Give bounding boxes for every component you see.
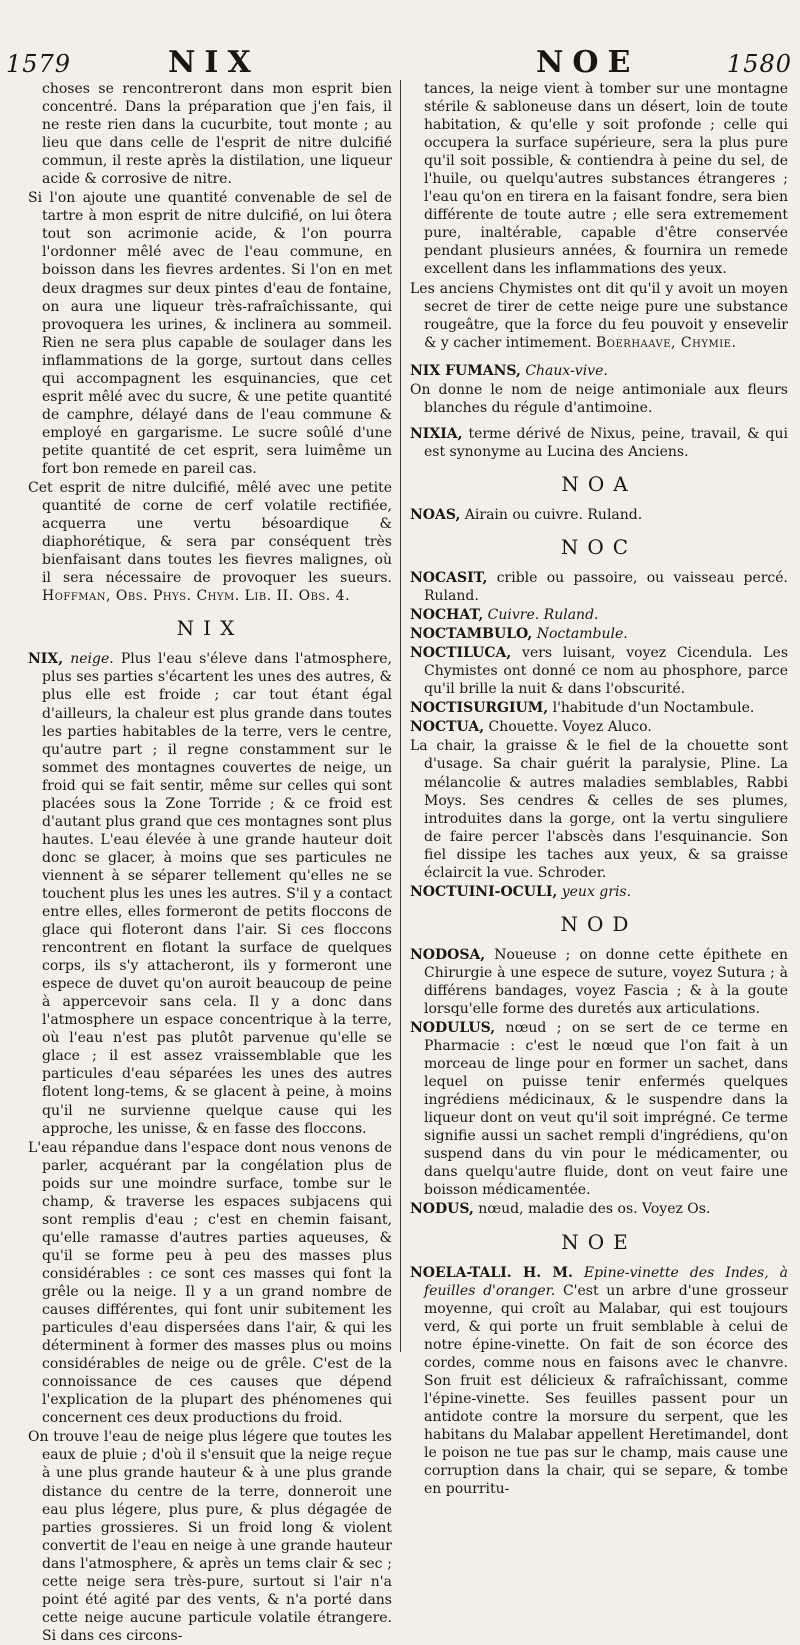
entry-text-noas: Airain ou cuivre. Ruland. bbox=[464, 506, 643, 523]
entry-nixia bbox=[410, 425, 788, 461]
right-paragraph-1: tances, la neige vient à tomber sur une montagne stérile & sabloneuse dans un désert, loin de toute habitation, & qu'elle y soit profonde ; celle qui occupera la surface supérieure, sera la plus pure qu'il soit possible, & contiendra à peine du sel, de l'huile, ou quelqu'autres substances étrangeres ; l'eau qu'on en tirera en la faisant fondre, sera bien différente de toute autre ; elle sera extremement pure, inaltérable, capable d'être conservée pendant plusieurs années, & fournira un remede excellent dans les inflammations des yeux. bbox=[424, 81, 788, 278]
section-heading-nod: NOD bbox=[560, 911, 638, 936]
entry-nodulus bbox=[410, 1019, 788, 1199]
entry-text-noctambulo: Noctambule. bbox=[536, 626, 628, 643]
page-number-right: 1580 bbox=[726, 50, 792, 78]
left-paragraph-3 bbox=[28, 479, 392, 605]
entry-nodosa bbox=[410, 946, 788, 1018]
running-header-right: NOE bbox=[536, 45, 640, 80]
entry-text-noctisurgium: l'habitude d'un Noctambule. bbox=[552, 700, 755, 717]
right-paragraph-2 bbox=[410, 280, 788, 352]
right-column bbox=[410, 80, 789, 1498]
entry-noctisurgium bbox=[410, 699, 788, 717]
entry-term-nodulus: NODULUS, bbox=[410, 1020, 496, 1037]
entry-text-nixia: terme dérivé de Nixus, peine, travail, & qui est synonyme au Lucina des Anciens. bbox=[424, 425, 788, 460]
entry-nodus bbox=[410, 1200, 788, 1218]
entry-text-noctuini-oculi: yeux gris. bbox=[561, 883, 632, 900]
entry-text-nodulus: nœud ; on se sert de ce terme en Pharmacie : c'est le nœud que l'on fait à un morceau de linge pour en former un sachet, dans lequel on puisse tenir enfermés quelques ingrédiens médicinaux, & le suspendre dans la liqueur dont on veut qu'il soit imprégné. Ce terme signifie aussi un sachet rempli d'ingrédiens, qu'on suspend dans du vin pour le médicamenter, ou dans quelqu'autre fluide, dont on veut faire une boisson médicamentée. bbox=[424, 1020, 788, 1199]
section-heading-noc: NOC bbox=[560, 534, 638, 559]
entry-term-nocasit: NOCASIT, bbox=[410, 569, 488, 586]
entry-noctuini-oculi bbox=[410, 883, 788, 901]
entry-term-noctiluca: NOCTILUCA, bbox=[410, 645, 512, 662]
entry-nochat bbox=[410, 606, 788, 624]
entry-noctua bbox=[410, 718, 788, 736]
entry-text-nodosa: Noueuse ; on donne cette épithete en Chirurgie à une espece de suture, voyez Sutura ; à différens bandages, voyez Fascia ; & à la goute lorsqu'elle forme des duretés aux articulations. bbox=[424, 946, 788, 1017]
entry-noctiluca bbox=[410, 644, 788, 698]
page-number-left: 1579 bbox=[6, 50, 72, 78]
left-paragraph-6: On trouve l'eau de neige plus légere que toutes les eaux de pluie ; d'où il s'ensuit que la neige reçue à une plus grande hauteur & à une plus grande distance du centre de la terre, donneroit une eau plus légere, plus pure, & plus dégagée de parties grossieres. Si un froid long & violent convertit de l'eau en neige à une grande hauteur dans l'atmosphere, & après un tems clair & sec ; cette neige sera très-pure, surtout si l'air n'a point été agité par des vents, & n'a porté dans cette neige aucune particule volatile étrangere. Si dans ces circons- bbox=[28, 1429, 392, 1644]
entry-nix bbox=[28, 650, 392, 1137]
entry-text-nochat: Cuivre. Ruland. bbox=[487, 607, 599, 624]
entry-gloss-noela-tali: Epine-vinette des Indes, à feuilles d'oranger. bbox=[424, 1264, 788, 1299]
entry-term-noctambulo: NOCTAMBULO, bbox=[410, 626, 533, 643]
entry-noas bbox=[410, 506, 788, 524]
right-paragraph-2-text: Les anciens Chymistes ont dit qu'il y avoit un moyen secret de tirer de cette neige pure une substance rougeâtre, que la force du feu pouvoit y ensevelir & y cacher intimement. bbox=[410, 280, 788, 351]
entry-term-nodosa: NODOSA, bbox=[410, 946, 486, 963]
entry-gloss-nix: neige. bbox=[70, 651, 114, 668]
entry-term-noctua: NOCTUA, bbox=[410, 719, 485, 736]
left-paragraph-3-text: Cet esprit de nitre dulcifié, mêlé avec une petite quantité de corne de cerf volatile rectifiée, acquerra une vertu bésoardique & diaphorétique, & sera par conséquent très bienfaisant dans toutes les fievres malignes, où il sera nécessaire de provoquer les sueurs. bbox=[28, 480, 392, 587]
entry-gloss-nix-fumans: Chaux-vive. bbox=[525, 362, 608, 379]
entry-noctua-body: La chair, la graisse & le fiel de la chouette sont d'usage. Sa chair guérit la paralysie, Pline. La mélancolie & autres maladies semblables, Rabbi Moys. Ses cendres & celles de ses plumes, introduites dans la gorge, ont la vertu singuliere de faire percer l'abscès dans l'esquinancie. Son fiel dissipe les taches aux yeux, & sa graisse éclaircit la vue. Schroder. bbox=[410, 738, 788, 881]
left-paragraph-5: L'eau répandue dans l'espace dont nous venons de parler, acquérant par la congélation plus de poids sur une moindre surface, tombe sur le champ, & traverse les espaces subjacens qui sont remplis d'eau ; c'est en chemin faisant, qu'elle ramasse d'autres parties aqueuses, & qu'il se forme peu à peu des masses plus considérables : ce sont ces masses qui font la grêle ou la neige. Il y a un grand nombre de causes différentes, qui font unir subitement les particules d'eau dispersées dans l'air, & qui les déterminent à former des masses plus ou moins considérables de neige ou de grêle. C'est de la connoissance de ces causes que dépend l'explication de la plupart des phénomenes qui concernent ces deux productions du froid. bbox=[28, 1139, 392, 1427]
entry-text-nix-fumans: On donne le nom de neige antimoniale aux fleurs blanches du régule d'antimoine. bbox=[410, 381, 788, 416]
entry-term-noela-tali: NOELA-TALI. H. M. bbox=[410, 1264, 573, 1281]
entry-text-noela-tali: C'est un arbre d'une grosseur moyenne, qui croît au Malabar, qui est toujours verd, & qui porte un fruit semblable à celui de notre épine-vinette. On fait de son écorce des cordes, comme nous en faisons avec le chanvre. Son fruit est délicieux & rafraîchissant, comme l'épine-vinette. Ses feuilles passent pour un antidote contre la morsure du serpent, que les habitans du Malabar appellent Heretimandel, dont le poison ne tue pas sur le champ, mais cause une corruption dans la chair, qui se separe, & tombe en pourritu- bbox=[424, 1282, 789, 1498]
entry-term-noas: NOAS, bbox=[410, 506, 461, 523]
citation-hoffman: Hoffman, Obs. Phys. Chym. Lib. II. Obs. 4. bbox=[42, 588, 351, 605]
entry-noctambulo bbox=[410, 625, 788, 643]
entry-text-noctiluca: vers luisant, voyez Cicendula. Les Chymistes ont donné ce nom au phosphore, parce qu'il brille la nuit & dans l'obscurité. bbox=[424, 645, 788, 698]
entry-text-noctua: Chouette. Voyez Aluco. bbox=[488, 719, 652, 736]
entry-term-nix: NIX, bbox=[28, 651, 64, 668]
entry-nocasit bbox=[410, 569, 788, 605]
entry-text-nocasit: crible ou passoire, ou vaisseau percé. Ruland. bbox=[424, 569, 788, 605]
left-paragraph-2: Si l'on ajoute une quantité convenable de sel de tartre à mon esprit de nitre dulcifié, on lui ôtera tout son acrimonie acide, & l'on pourra l'ordonner mêlé avec de l'eau commune, en boisson dans les fievres ardentes. Si l'on en met deux dragmes sur deux pintes d'eau de fontaine, on aura une liqueur très-rafraîchissante, qui provoquera les urines, & inclinera au sommeil. Rien ne sera plus capable de soulager dans les inflammations de la gorge, surtout dans celles qui accompagnent les esquinancies, que cet esprit mêlé avec du sucre, & une petite quantité de camphre, délayé dans de l'eau commune & employé en gargarisme. Le sucre soûlé d'une petite quantité de cet esprit, sera luimême un fort bon remede en pareil cas. bbox=[28, 190, 392, 477]
entry-nix-fumans bbox=[410, 362, 788, 380]
entry-term-noctuini-oculi: NOCTUINI-OCULI, bbox=[410, 883, 558, 900]
section-heading-noa: NOA bbox=[561, 471, 637, 496]
entry-text-nodus: nœud, maladie des os. Voyez Os. bbox=[478, 1201, 711, 1218]
column-divider bbox=[400, 80, 401, 1352]
citation-boerhaave: Boerhaave, Chymie. bbox=[596, 334, 737, 351]
entry-noela-tali bbox=[410, 1264, 788, 1499]
entry-term-nochat: NOCHAT, bbox=[410, 607, 484, 624]
entry-term-noctisurgium: NOCTISURGIUM, bbox=[410, 700, 549, 717]
left-paragraph-1: choses se rencontreront dans mon esprit bien concentré. Dans la préparation que j'en fais, il ne reste rien dans la cucurbite, tout monte ; au lieu que dans celle de l'esprit de nitre dulcifié commun, il reste après la distilation, une liqueur acide & corrosive de nitre. bbox=[42, 81, 392, 188]
entry-term-nix-fumans: NIX FUMANS, bbox=[410, 362, 521, 379]
running-header-left: NIX bbox=[168, 45, 260, 80]
entry-text-nix: Plus l'eau s'éleve dans l'atmosphere, plus ses parties s'écartent les unes des autres, & plus elle est froide ; car tout étant égal d'ailleurs, la chaleur est plus grande dans toutes les parties habitables de la terre, vers le centre, qu'autre part ; il regne constamment sur le sommet des montagnes couvertes de neige, un froid qui se fait sentir, même sur celles qui sont placées sous la Zone Torride ; & ce froid est d'autant plus grand que ces montagnes sont plus hautes. L'eau élevée à une grande hauteur doit donc se glacer, à moins que ses particules ne viennent à se séparer tellement qu'elles ne se touchent plus les unes les autres. S'il y a contact entre elles, elles formeront de petits floccons de glace qui floteront dans l'air. Si ces floccons rencontrent en flotant la surface de quelques corps, ils s'y attacheront, ils y formeront une espece de duvet qu'on auroit beaucoup de peine à appercevoir sans cela. Il y a donc dans l'atmosphere un espace concentrique à la terre, où l'eau n'est pas plutôt parvenue qu'elle se glace ; il est assez vraissemblable que les particules d'eau séparées les unes des autres flotent long-tems, & se glacent à peine, à moins qu'il ne survienne quelque cause qui les approche, les unisse, & en fasse des floccons. bbox=[42, 651, 393, 1137]
entry-term-nixia: NIXIA, bbox=[410, 425, 463, 442]
entry-term-nodus: NODUS, bbox=[410, 1201, 474, 1218]
section-heading-noe: NOE bbox=[561, 1229, 637, 1254]
left-column bbox=[28, 80, 393, 1644]
section-heading-nix: NIX bbox=[176, 616, 244, 641]
